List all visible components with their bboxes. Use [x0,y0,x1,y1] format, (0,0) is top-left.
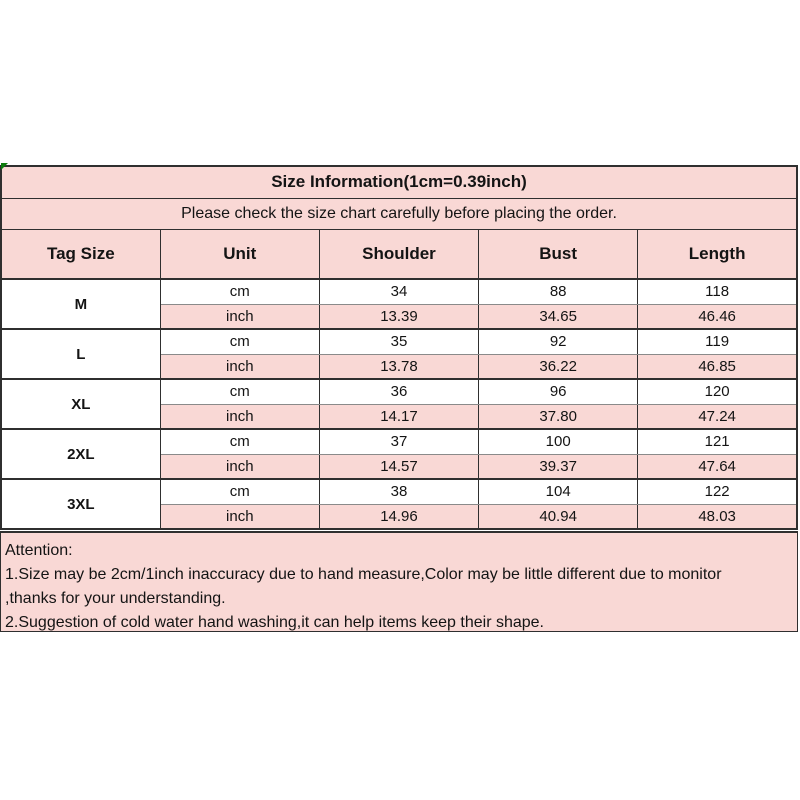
value-cell: 96 [479,379,638,404]
excel-corner-marker-icon [1,163,8,170]
unit-label: inch [160,354,319,379]
unit-label: cm [160,329,319,354]
table-row-2xl-cm [1,429,797,454]
value-cell: 119 [638,329,797,354]
table-row-title [1,166,797,198]
table-row-m-cm [1,279,797,304]
value-cell: 13.39 [319,304,478,329]
attention-note-panel [0,531,798,632]
value-cell: 88 [479,279,638,304]
value-cell: 37.80 [479,404,638,429]
column-header-unit: Unit [160,229,319,279]
value-cell: 36 [319,379,478,404]
column-header-tag-size: Tag Size [1,229,160,279]
size-label-2xl: 2XL [1,429,160,479]
value-cell: 92 [479,329,638,354]
column-header-shoulder: Shoulder [319,229,478,279]
table-row-subtitle [1,198,797,229]
value-cell: 46.85 [638,354,797,379]
unit-label: inch [160,504,319,529]
unit-label: inch [160,404,319,429]
attention-line-1: 1.Size may be 2cm/1inch inaccuracy due to hand measure,Color may be little different due to monitor [5,566,722,583]
size-chart-title: Size Information(1cm=0.39inch) [1,166,797,198]
value-cell: 118 [638,279,797,304]
value-cell: 36.22 [479,354,638,379]
table-row-l-cm [1,329,797,354]
size-chart-subtitle: Please check the size chart carefully before placing the order. [1,198,797,229]
value-cell: 35 [319,329,478,354]
attention-heading: Attention: [5,542,73,559]
value-cell: 48.03 [638,504,797,529]
unit-label: cm [160,429,319,454]
value-cell: 34.65 [479,304,638,329]
value-cell: 34 [319,279,478,304]
value-cell: 37 [319,429,478,454]
value-cell: 120 [638,379,797,404]
value-cell: 122 [638,479,797,504]
value-cell: 39.37 [479,454,638,479]
value-cell: 46.46 [638,304,797,329]
unit-label: inch [160,304,319,329]
value-cell: 40.94 [479,504,638,529]
value-cell: 121 [638,429,797,454]
column-header-length: Length [638,229,797,279]
attention-line-1-continued: ,thanks for your understanding. [5,590,226,607]
table-header-row [1,229,797,279]
table-row-3xl-cm [1,479,797,504]
unit-label: cm [160,479,319,504]
size-label-l: L [1,329,160,379]
value-cell: 14.96 [319,504,478,529]
size-label-xl: XL [1,379,160,429]
table-row-xl-cm [1,379,797,404]
value-cell: 38 [319,479,478,504]
column-header-bust: Bust [479,229,638,279]
value-cell: 47.64 [638,454,797,479]
value-cell: 104 [479,479,638,504]
size-label-3xl: 3XL [1,479,160,529]
value-cell: 13.78 [319,354,478,379]
size-chart-table [0,165,798,530]
unit-label: cm [160,279,319,304]
size-label-m: M [1,279,160,329]
value-cell: 14.57 [319,454,478,479]
value-cell: 47.24 [638,404,797,429]
value-cell: 100 [479,429,638,454]
attention-line-2: 2.Suggestion of cold water hand washing,it can help items keep their shape. [5,614,544,631]
unit-label: inch [160,454,319,479]
unit-label: cm [160,379,319,404]
value-cell: 14.17 [319,404,478,429]
